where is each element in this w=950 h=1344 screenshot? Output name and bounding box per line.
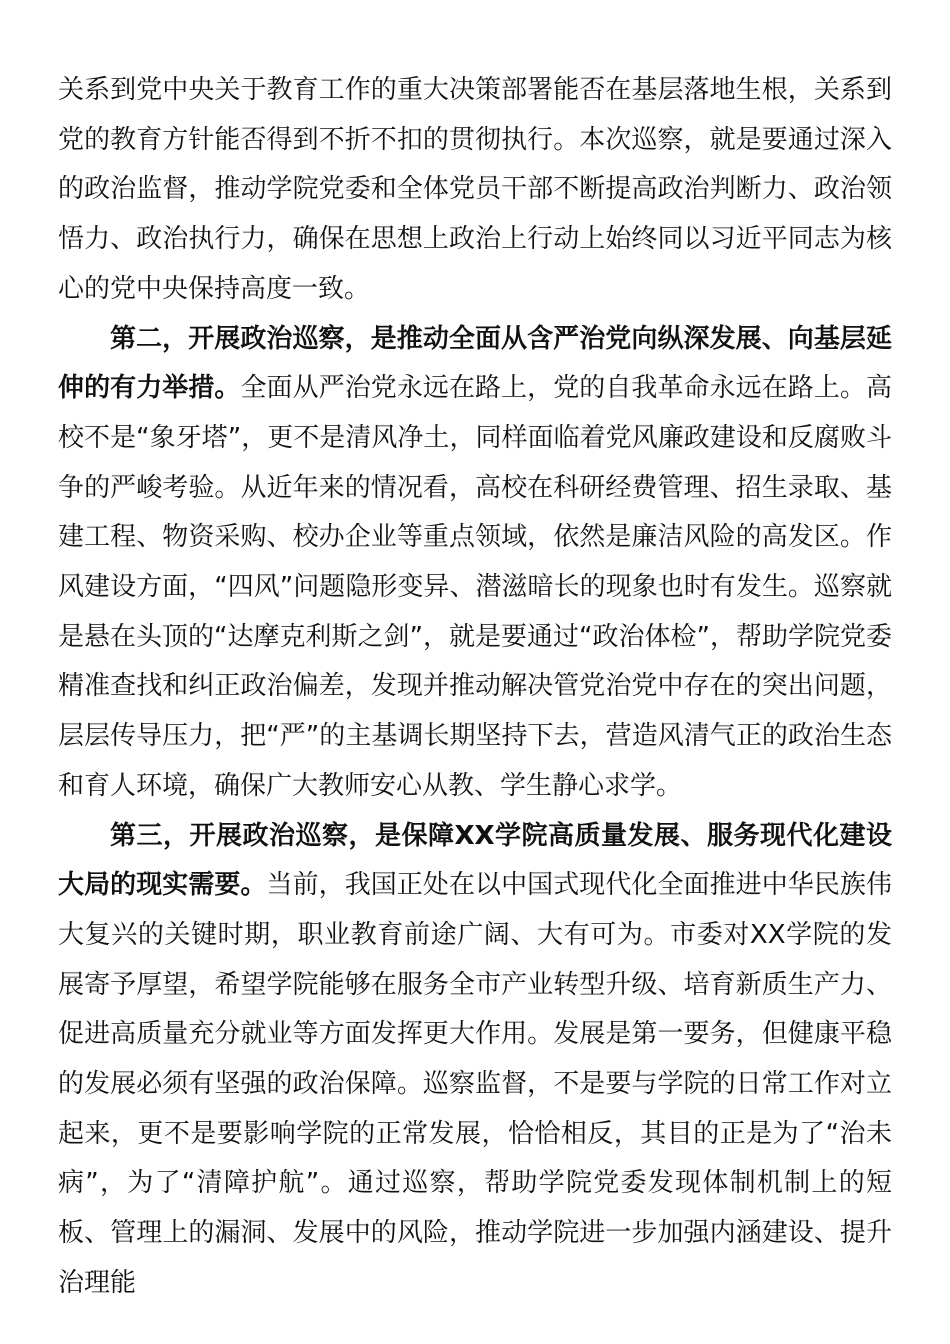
paragraph-body: 全面从严治党永远在路上，党的自我革命永远在路上。高校不是“象牙塔”，更不是清风净土，同样面临着党风廉政建设和反腐败斗争的严峻考验。从近年来的情况看，高校在科研经费管理、招生录取、基建工程、物资采购、校办企业等重点领域，依然是廉洁风险的高发区。作风建设方面，“四风”问题隐形变异、潜滋暗长的现象也时有发生。巡察就是悬在头顶的“达摩克利斯之剑”，就是要通过“政治体检”，帮助学院党委精准查找和纠正政治偏差，发现并推动解决管党治党中存在的突出问题，层层传导压力，把“严”的主基调长期坚持下去，营造风清气正的政治生态和育人环境，确保广大教师安心从教、学生静心求学。 [58,373,892,801]
document-page [58,66,892,1309]
paragraph-lead: 第三，开展政治巡察，是保障XX学院高质量发展、服务现代化建设大局的现实需要。 [58,820,892,901]
paragraph-body: 当前，我国正处在以中国式现代化全面推进中华民族伟大复兴的关键时期，职业教育前途广阔、大有可为。市委对XX学院的发展寄予厚望，希望学院能够在服务全市产业转型升级、培育新质生产力、促进高质量充分就业等方面发挥更大作用。发展是第一要务，但健康平稳的发展必须有坚强的政治保障。巡察监督，不是要与学院的日常工作对立起来，更不是要影响学院的正常发展，恰恰相反，其目的正是为了“治未病”，为了“清障护航”。通过巡察，帮助学院党委发现体制机制上的短板、管理上的漏洞、发展中的风险，推动学院进一步加强内涵建设、提升治理能 [58,870,892,1298]
paragraph-third [58,812,892,1309]
paragraph-body: 关系到党中央关于教育工作的重大决策部署能否在基层落地生根，关系到党的教育方针能否得到不折不扣的贯彻执行。本次巡察，就是要通过深入的政治监督，推动学院党委和全体党员干部不断提高政治判断力、政治领悟力、政治执行力，确保在思想上政治上行动上始终同以习近平同志为核心的党中央保持高度一致。 [58,75,892,304]
paragraph-lead: 第二，开展政治巡察，是推动全面从含严治党向纵深发展、向基层延伸的有力举措。 [58,323,892,404]
paragraph-second [58,315,892,812]
paragraph-continuation [58,66,892,315]
